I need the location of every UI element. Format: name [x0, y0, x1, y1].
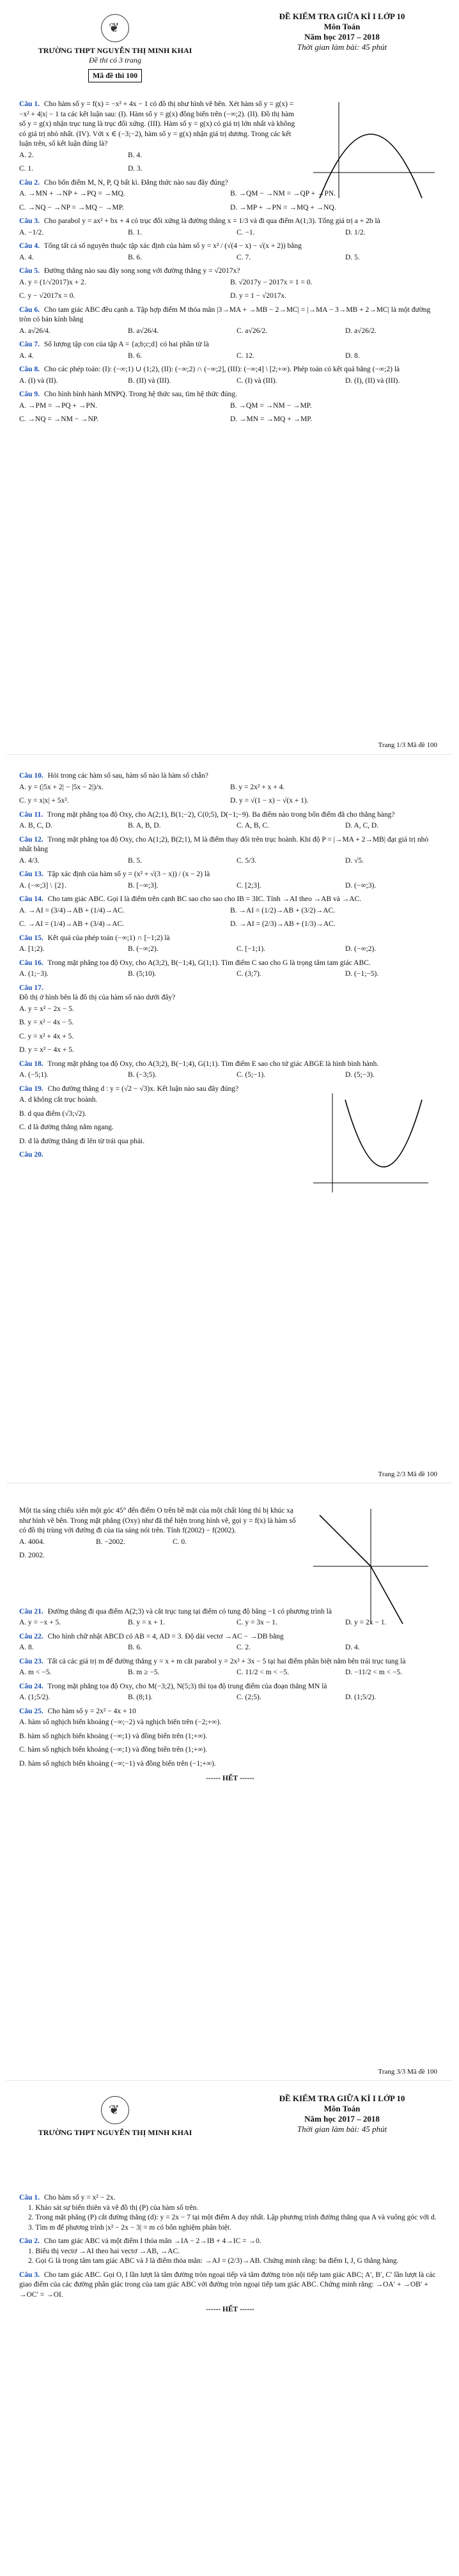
option[interactable]: D. y = 2x − 1.: [345, 1619, 387, 1627]
essay-question-2: [19, 2237, 441, 2267]
option[interactable]: C. (I) và (III).: [237, 376, 277, 385]
question-text: Tổng tất cả số nguyên thuộc tập xác định của hàm số y = x² / (√(4 − x) − √(x + 2)) bằng: [43, 242, 302, 251]
question-text: Trong mặt phẳng tọa độ Oxy, cho M(−3;2), N(5;3) thì tọa độ trung điểm của đoạn thẳng MN là: [47, 1682, 327, 1690]
sub-item: 2. Gọi G là trọng tâm tam giác ABC và J là điểm thỏa mãn: →AJ = (2/3)→AB. Chứng minh rằng: ba điểm I, J, G thẳng hàng.: [28, 2257, 399, 2265]
question-text: Đồ thị ở hình bên là đồ thị của hàm số nào dưới đây?: [19, 994, 176, 1002]
question-15: [19, 934, 441, 955]
sub-item: 2. Trong mặt phẳng (P) cắt đường thẳng (d): y = 2x − 7 tại một điểm A duy nhất. Lập phương trình đường thẳng qua A và vuông góc với d.: [28, 2214, 437, 2222]
questions-page-3: [19, 1502, 441, 1784]
exam-page-3: [6, 1483, 453, 2081]
page-header: [19, 2094, 441, 2170]
exam-title: ĐỀ KIỂM TRA GIỮA KÌ I LỚP 10: [279, 12, 405, 21]
answer-options: [19, 253, 441, 263]
header-left: [19, 12, 211, 82]
answer-options: [19, 189, 441, 213]
page-footer: Trang 1/3 Mã đề 100: [378, 741, 437, 749]
question-6: [19, 305, 441, 337]
question-label: Câu 10.: [19, 772, 43, 780]
option[interactable]: D. y = √(1 − x) − √(x + 1).: [230, 797, 309, 805]
option[interactable]: D. (−∞;2).: [345, 945, 377, 953]
question-label: Câu 21.: [19, 1607, 43, 1616]
questions-page-1: [19, 96, 441, 429]
option[interactable]: C. 7.: [237, 253, 251, 261]
option[interactable]: D. (−1;−5).: [345, 970, 379, 978]
question-label: Câu 16.: [19, 959, 43, 967]
option[interactable]: C. y = 3x − 1.: [237, 1619, 277, 1627]
answer-options: [19, 1618, 441, 1628]
question-3: [19, 217, 441, 238]
option[interactable]: B. 6.: [128, 351, 143, 360]
option[interactable]: B. y = x + 1.: [128, 1619, 166, 1627]
question-16: [19, 959, 441, 980]
essay-question-1: [19, 2193, 441, 2233]
question-label: Câu 8.: [19, 366, 40, 374]
answer-options: [19, 969, 441, 980]
question-label: Câu 5.: [19, 267, 40, 275]
option[interactable]: B. [−∞;3].: [128, 881, 159, 890]
question-label: Câu 3.: [19, 2271, 40, 2279]
question-label: Câu 4.: [19, 242, 40, 251]
question-text: Trong mặt phẳng tọa độ Oxy, cho A(1;2), B(2;1), M là điểm thay đổi trên trục hoành. Khi độ P = |→MA + 2→MB| đạt giá trị nhỏ nhất bằng: [19, 835, 429, 854]
option[interactable]: C. [2;3].: [237, 881, 261, 890]
option[interactable]: B. a√26/4.: [128, 327, 159, 335]
option[interactable]: A. hàm số nghịch biến khoảng (−∞;−2) và nghịch biến trên (−2;+∞).: [19, 1718, 222, 1727]
exam-page-4-essay: [6, 2080, 453, 2576]
question-20: [19, 1150, 441, 1161]
option[interactable]: C. A, B, C.: [237, 822, 269, 830]
question-text: Cho tam giác ABC. Gọi O, I lần lượt là tâm đường tròn ngoại tiếp và tâm đường tròn nội tiếp tam giác ABC; A′, B′, C′ lần lượt là các giao điểm của các đường phân giác trong của tam giác ABC với đường tròn ngoại tiếp tam giác ABC. Chứng minh rằng: →OA′ + →OB′ + →OC′ = →OI.: [19, 2271, 436, 2299]
option[interactable]: C. y − √2017x = 0.: [19, 292, 75, 300]
end-mark: ------ HẾT ------: [206, 1775, 254, 1783]
answer-options: [19, 1538, 300, 1561]
option[interactable]: B. (II) và (III).: [128, 376, 171, 385]
pages-note: Đề thi có 3 trang: [89, 56, 141, 65]
answer-options: [19, 1070, 441, 1081]
option[interactable]: D. (I), (II) và (III).: [345, 376, 400, 385]
option[interactable]: D. →MN = →MQ + →MP.: [230, 415, 313, 424]
answer-options: [19, 376, 441, 387]
option[interactable]: C. y = x² + 4x + 5.: [19, 1032, 74, 1040]
sub-item: 1. Khảo sát sự biến thiên và vẽ đồ thị (P) của hàm số trên.: [28, 2203, 199, 2212]
option[interactable]: A. (I) và (II).: [19, 376, 58, 385]
option[interactable]: D. (5;−3).: [345, 1071, 375, 1079]
option[interactable]: B. (8;1).: [128, 1693, 153, 1702]
duration: Thời gian làm bài: 45 phút: [297, 42, 387, 52]
question-label: Câu 3.: [19, 217, 40, 226]
answer-options: [19, 1005, 300, 1056]
sub-item: 3. Tìm m để phương trình |x² − 2x − 3| = m có bốn nghiệm phân biệt.: [28, 2223, 231, 2232]
option[interactable]: D. 1/2.: [345, 228, 366, 236]
option[interactable]: A. a√26/4.: [19, 327, 51, 335]
option[interactable]: D. (−∞;3).: [345, 881, 377, 890]
question-text: Cho đường thẳng d : y = (√2 − √3)x. Kết luận nào sau đây đúng?: [47, 1084, 239, 1093]
question-18: [19, 1060, 441, 1081]
question-light-ray: [19, 1506, 300, 1561]
question-label: Câu 2.: [19, 2237, 40, 2246]
option[interactable]: A. →PM = →PQ + →PN.: [19, 401, 97, 410]
option[interactable]: B. (−∞;2).: [128, 945, 159, 953]
exam-title: ĐỀ KIỂM TRA GIỮA KÌ I LỚP 10: [279, 2094, 405, 2103]
questions-page-2: [19, 767, 441, 1164]
question-label: Câu 13.: [19, 870, 43, 879]
option[interactable]: A. (−5;1).: [19, 1071, 49, 1079]
question-text: Cho hàm số y = 2x² − 4x + 10: [47, 1707, 136, 1715]
option[interactable]: C. [−1;1).: [237, 945, 266, 953]
option[interactable]: A. y = (1/√2017)x + 2.: [19, 278, 86, 286]
question-7: [19, 340, 441, 361]
option[interactable]: A. 8.: [19, 1644, 34, 1652]
page-footer: Trang 3/3 Mã đề 100: [378, 2068, 437, 2076]
option[interactable]: D. d là đường thẳng đi lên từ trái qua phải.: [19, 1137, 145, 1145]
question-9: [19, 390, 441, 425]
option[interactable]: A. y = (|5x + 2| − |5x − 2|)/x.: [19, 783, 104, 791]
option[interactable]: C. 2.: [237, 1644, 251, 1652]
option[interactable]: C. (2;5).: [237, 1693, 261, 1702]
question-11: [19, 810, 441, 831]
exam-code: Mã đề thi 100: [88, 69, 142, 82]
question-text: Một tia sáng chiếu xiên một góc 45° đến điểm O trên bề mặt của một chất lỏng thì bị khúc xạ như hình vẽ bên. Trong mặt phẳng (Oxy) như đã thể hiện trong hình vẽ, gọi y = f(x) là hàm số có đồ thị trùng với đường đi của tia sáng nói trên. Tính f(2002) − f(2002).: [19, 1507, 296, 1535]
school-logo-icon: [101, 14, 129, 42]
answer-options: [19, 151, 300, 174]
question-label: Câu 1.: [19, 2194, 40, 2202]
option[interactable]: B. →QM − →NM = →QP + →PN.: [230, 190, 336, 198]
option[interactable]: B. d qua điểm (√3;√2).: [19, 1109, 87, 1118]
question-label: Câu 2.: [19, 178, 40, 187]
question-label: Câu 17.: [19, 983, 43, 992]
option[interactable]: D. 4.: [345, 1644, 360, 1652]
school-year: Năm học 2017 – 2018: [304, 32, 380, 42]
option[interactable]: B. y = x² − 4x − 5.: [19, 1019, 74, 1027]
option[interactable]: D. 3.: [128, 165, 143, 173]
subject: Môn Toán: [323, 2104, 361, 2113]
question-text: Trong mặt phẳng tọa độ Oxy, cho A(3;2), B(−1;4), G(1;1). Tìm điểm E sao cho tứ giác ABGE là hình bình hành.: [47, 1060, 379, 1068]
question-4: [19, 242, 441, 263]
question-text: Đường thẳng đi qua điểm A(2;3) và cắt trục tung tại điểm có tung độ bằng −1 có phương trình là: [47, 1607, 332, 1616]
option[interactable]: B. A, B, D.: [128, 822, 161, 830]
question-23: [19, 1657, 441, 1678]
option[interactable]: C. (5;−1).: [237, 1071, 266, 1079]
question-text: Trong mặt phẳng tọa độ Oxy, cho A(3;2), B(−1;4), G(1;1). Tìm điểm C sao cho G là trọng tâm tam giác ABC.: [47, 959, 371, 967]
option[interactable]: B. 4.: [128, 151, 143, 159]
question-label: Câu 18.: [19, 1060, 43, 1068]
option[interactable]: D. y = 1 − √2017x.: [230, 292, 286, 300]
end-mark: ------ HẾT ------: [206, 2306, 254, 2314]
option[interactable]: B. m ≥ −5.: [128, 1669, 160, 1677]
question-label: Câu 20.: [19, 1151, 43, 1159]
option[interactable]: C. →AI = (1/4)→AB + (3/4)→AC.: [19, 920, 125, 929]
question-22: [19, 1632, 441, 1653]
answer-options: [19, 1668, 441, 1678]
option[interactable]: A. (1;5/2).: [19, 1693, 51, 1702]
exam-page-1: [6, 0, 453, 754]
page-header: [19, 12, 441, 88]
question-label: Câu 1.: [19, 100, 40, 108]
question-17: [19, 983, 300, 1056]
question-label: Câu 14.: [19, 895, 43, 904]
question-text: Cho hàm số y = f(x) = −x² + 4x − 1 có đồ thị như hình vẽ bên. Xét hàm số y = g(x) = −x² + 4|x| − 1 ta các kết luận sau: (I). Hàm số y = g(x) đồng biến trên (−∞;2). (II). Đồ thị hàm số y = g(x) nhận trục tung là trục đối xứng. (III). Hàm số y = g(x) có giá trị lớn nhất và không có giá trị nhỏ nhất. (IV). Với x ∈ (−3;−2), hàm số y = g(x) nhận giá trị dương. Trong các kết luận trên, số kết luận đúng là?: [19, 100, 295, 148]
answer-options: [19, 1693, 441, 1703]
option[interactable]: D. a√26/2.: [345, 327, 377, 335]
question-label: Câu 6.: [19, 305, 40, 314]
option[interactable]: A. y = −x + 5.: [19, 1619, 61, 1627]
option[interactable]: C. 11/2 < m < −5.: [237, 1669, 289, 1677]
duration: Thời gian làm bài: 45 phút: [297, 2124, 387, 2134]
option[interactable]: D. →AI = (2/3)→AB + (1/3)→AC.: [230, 920, 336, 929]
answer-options: [19, 401, 441, 425]
option[interactable]: C. 1.: [19, 165, 34, 173]
option[interactable]: B. 6.: [128, 253, 143, 261]
option[interactable]: C. y = x|x| + 5x².: [19, 797, 69, 805]
question-25: [19, 1707, 441, 1770]
answer-options: [19, 821, 441, 831]
question-text: Tất cả các giá trị m để đường thẳng y = x + m cắt parabol y = 2x² + 3x − 5 tại hai điểm phân biệt nằm bên trái trục tung là: [47, 1657, 406, 1665]
answer-options: [19, 1718, 441, 1769]
question-1: [19, 100, 300, 174]
option[interactable]: A. B, C, D.: [19, 822, 53, 830]
question-label: Câu 24.: [19, 1682, 43, 1690]
answer-options: [19, 351, 441, 362]
question-12: [19, 835, 441, 867]
essay-questions: [19, 2189, 441, 2315]
question-text: Cho tam giác ABC đều cạnh a. Tập hợp điểm M thỏa mãn |3→MA + →MB − 2→MC| = |→MA − 3→MB + 2→MC| là một đường tròn có bán kính bằng: [19, 305, 431, 324]
question-text: Hỏi trong các hàm số sau, hàm số nào là hàm số chẵn?: [47, 772, 208, 780]
question-2: [19, 178, 441, 213]
option[interactable]: A. 4/3.: [19, 856, 40, 865]
option[interactable]: A. 2.: [19, 151, 34, 159]
option[interactable]: C. 5/3.: [237, 856, 256, 865]
option[interactable]: B. →AI = (1/2)→AB + (3/2)→AC.: [230, 906, 336, 914]
essay-question-3: [19, 2271, 441, 2301]
option[interactable]: B. 6.: [128, 1644, 143, 1652]
option[interactable]: D. √5.: [345, 856, 364, 865]
option[interactable]: A. →AI = (3/4)→AB + (1/4)→AC.: [19, 906, 125, 914]
option[interactable]: C. →NQ − →NP = →MQ − →MP.: [19, 203, 124, 212]
answer-options: [19, 1643, 441, 1653]
question-24: [19, 1682, 441, 1703]
option[interactable]: B. y = 2x² + x + 4.: [230, 783, 285, 791]
option[interactable]: D. −11/2 < m < −5.: [345, 1669, 403, 1677]
page-footer: Trang 2/3 Mã đề 100: [378, 1470, 437, 1478]
question-13: [19, 870, 441, 891]
header-right: [243, 2094, 441, 2134]
school-name: TRƯỜNG THPT NGUYỄN THỊ MINH KHAI: [38, 2128, 192, 2137]
question-text: Số lượng tập con của tập A = {a;b;c;d} có hai phần tử là: [43, 341, 209, 349]
header-right: [243, 12, 441, 52]
question-label: Câu 25.: [19, 1707, 43, 1715]
option[interactable]: D. A, C, D.: [345, 822, 379, 830]
answer-options: [19, 856, 441, 867]
question-text: Tập xác định của hàm số y = (x² + √(3 − x)) / (x − 2) là: [47, 870, 210, 879]
option[interactable]: D. (1;5/2).: [345, 1693, 377, 1702]
option[interactable]: C. 12.: [237, 351, 254, 360]
option[interactable]: D. hàm số nghịch biến khoảng (−∞;−1) và đồng biến trên (−1;+∞).: [19, 1759, 216, 1768]
option[interactable]: B. (5;10).: [128, 970, 157, 978]
school-name: TRƯỜNG THPT NGUYỄN THỊ MINH KHAI: [38, 46, 192, 55]
question-text: Cho tam giác ABC. Gọi I là điểm trên cạnh BC sao cho sao cho IB = 3IC. Tính →AI theo →AB và →AC.: [47, 895, 362, 904]
option[interactable]: C. hàm số nghịch biến khoảng (−∞;1) và đồng biến trên (1;+∞).: [19, 1746, 208, 1754]
question-text: Cho hình bình hành MNPQ. Trong hệ thức sau, tìm hệ thức đúng.: [43, 390, 238, 399]
answer-options: [19, 1095, 441, 1146]
question-label: Câu 11.: [19, 810, 43, 819]
option[interactable]: B. (−3;5).: [128, 1071, 157, 1079]
option[interactable]: C. d là đường thẳng nằm ngang.: [19, 1123, 114, 1132]
answer-options: [19, 228, 441, 238]
question-14: [19, 895, 441, 930]
option[interactable]: D. 2002.: [19, 1552, 45, 1560]
option[interactable]: C. (3;7).: [237, 970, 261, 978]
question-label: Câu 7.: [19, 341, 40, 349]
question-label: Câu 15.: [19, 934, 43, 942]
option[interactable]: B. →QM = →NM − →MP.: [230, 401, 312, 410]
question-text: Đường thẳng nào sau đây song song với đường thẳng y = √2017x?: [43, 267, 240, 275]
school-year: Năm học 2017 – 2018: [304, 2114, 380, 2124]
answer-options: [19, 881, 441, 891]
option[interactable]: A. (−∞;3] \ {2}.: [19, 881, 66, 890]
answer-options: [19, 278, 441, 302]
option[interactable]: B. −2002.: [96, 1538, 125, 1546]
option[interactable]: A. [1;2).: [19, 945, 45, 953]
option[interactable]: A. m < −5.: [19, 1669, 52, 1677]
option[interactable]: D. y = x² − 4x + 5.: [19, 1046, 74, 1054]
option[interactable]: A. d không cắt trục hoành.: [19, 1096, 98, 1104]
option[interactable]: D. →MP + →PN = →MQ + →NQ.: [230, 203, 336, 212]
option[interactable]: A. (1;−3).: [19, 970, 49, 978]
option[interactable]: C. a√26/2.: [237, 327, 268, 335]
option[interactable]: C. 0.: [173, 1538, 187, 1546]
option[interactable]: A. 4.: [19, 253, 34, 261]
option[interactable]: B. √2017y − 2017x = 1 = 0.: [230, 278, 313, 286]
option[interactable]: D. 8.: [345, 351, 360, 360]
question-label: Câu 9.: [19, 390, 40, 399]
option[interactable]: D. 5.: [345, 253, 360, 261]
question-text: Cho hình chữ nhật ABCD có AB = 4, AD = 3. Độ dài vectơ →AC − →DB bằng: [47, 1632, 284, 1640]
option[interactable]: A. 4004.: [19, 1538, 45, 1546]
question-text: Kết quả của phép toán (−∞;1) ∩ [−1;2) là: [47, 934, 170, 942]
option[interactable]: A. →MN + →NP + →PQ = →MQ.: [19, 190, 125, 198]
header-left: [19, 2094, 211, 2138]
school-logo-icon: [101, 2096, 129, 2124]
subject: Môn Toán: [323, 22, 361, 31]
question-5: [19, 266, 441, 302]
answer-options: [19, 906, 441, 930]
question-21: [19, 1607, 441, 1628]
answer-options: [19, 327, 441, 337]
answer-options: [19, 783, 441, 806]
option[interactable]: A. −1/2.: [19, 228, 44, 236]
question-label: Câu 12.: [19, 835, 43, 844]
option[interactable]: B. 5.: [128, 856, 143, 865]
option[interactable]: C. →NQ = →NM − →NP.: [19, 415, 98, 424]
answer-options: [19, 945, 441, 955]
question-text: Cho tam giác ABC và một điểm I thỏa mãn →IA − 2→IB + 4→IC = →0.: [43, 2237, 261, 2246]
sub-item: 1. Biểu thị vectơ →AI theo hai vectơ →AB, →AC.: [28, 2247, 180, 2255]
question-label: Câu 23.: [19, 1657, 43, 1665]
question-label: Câu 19.: [19, 1084, 43, 1093]
question-8: [19, 365, 441, 386]
question-text: Cho parabol y = ax² + bx + 4 có trục đối xứng là đường thẳng x = 1/3 và đi qua điểm A(1;3). Tổng giá trị a + 2b là: [43, 217, 380, 226]
question-label: Câu 22.: [19, 1632, 43, 1640]
question-text: Cho hàm số y = x² − 2x.: [43, 2194, 116, 2202]
question-text: Cho các phép toán: (I): (−∞;1) ∪ (1;2), (II): (−∞;2) ∩ (−∞;2], (III): (−∞;4] \ [2;+∞). Phép toán có kết quả bằng (−∞;2) là: [43, 366, 400, 374]
option[interactable]: A. y = x² − 2x − 5.: [19, 1005, 74, 1013]
exam-page-2: [6, 754, 453, 1483]
question-text: Trong mặt phẳng tọa độ Oxy, cho A(2;1), B(1;−2), C(0;5), D(−1;−9). Ba điểm nào trong bốn điểm đã cho thẳng hàng?: [47, 810, 395, 819]
question-19: [19, 1084, 441, 1147]
option[interactable]: B. 1.: [128, 228, 143, 236]
option[interactable]: B. hàm số nghịch biến khoảng (−∞;1) và đồng biến trên (1;+∞).: [19, 1732, 208, 1740]
question-10: [19, 771, 441, 806]
option[interactable]: A. 4.: [19, 351, 34, 360]
option[interactable]: C. −1.: [237, 228, 255, 236]
question-text: Cho bốn điểm M, N, P, Q bất kì. Đẳng thức nào sau đây đúng?: [43, 178, 228, 187]
